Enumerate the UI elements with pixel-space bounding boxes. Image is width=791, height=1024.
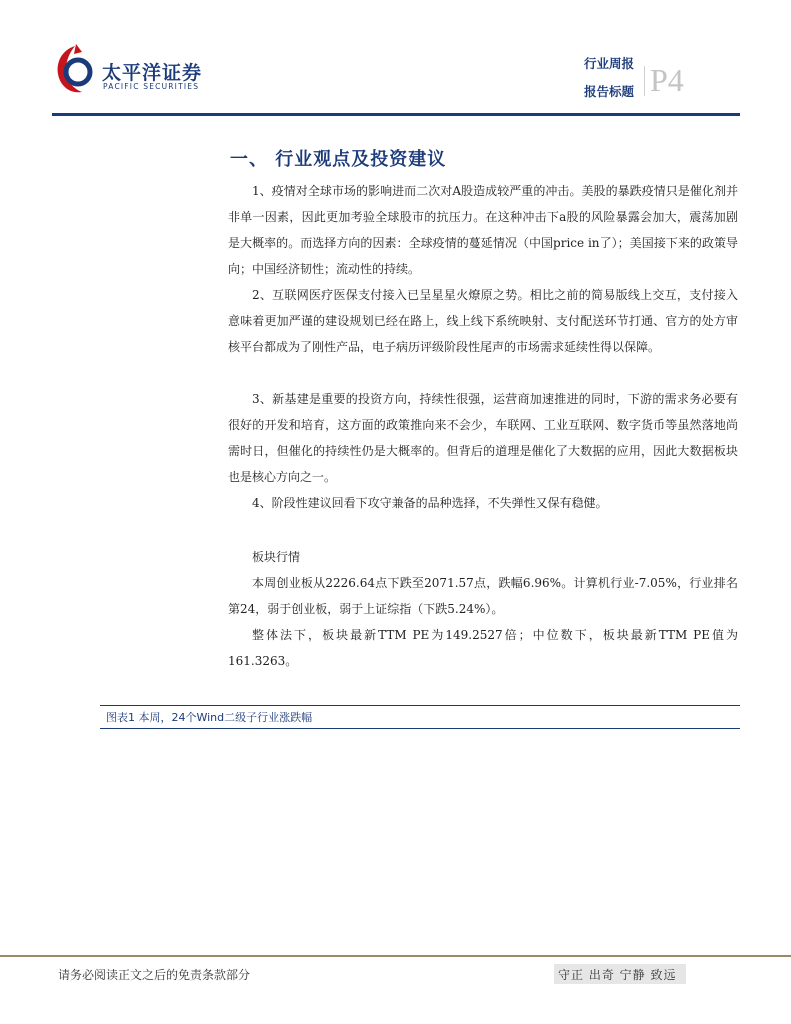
paragraph-text: 本周创业板从2226.64点下跌至2071.57点，跌幅6.96%。计算机行业-7.05%，行业排名第24，弱于创业板，弱于上证综指（下跌5.24%）。 xyxy=(228,576,738,616)
pacific-securities-logo-icon xyxy=(52,42,98,98)
subheading-text: 板块行情 xyxy=(252,550,301,564)
footer-motto xyxy=(554,964,686,984)
page-header xyxy=(0,0,791,120)
figure-caption: 图表1 本周，24个Wind二级子行业涨跌幅 xyxy=(106,711,313,724)
figure-caption-bar xyxy=(100,705,740,729)
header-divider xyxy=(644,66,645,96)
report-title: 报告标题 xyxy=(584,84,635,99)
header-rule xyxy=(52,113,740,116)
paragraph-text: 1、疫情对全球市场的影响进而二次对A股造成较严重的冲击。美股的暴跌疫情只是催化剂并非单一因素，因此更加考验全球股市的抗压力。在这种冲击下a股的风险暴露会加大，震荡加剧是大概率的。而选择方向的因素：全球疫情的蔓延情况（中国price in了）；美国接下来的政策导向；中国经济韧性；流动性的持续。 xyxy=(228,184,738,276)
logo-chinese-name: 太平洋证券 xyxy=(102,62,203,84)
footer-rule xyxy=(0,955,791,957)
section-title: 一、 行业观点及投资建议 xyxy=(230,149,447,170)
paragraph-text: 3、新基建是重要的投资方向，持续性很强，运营商加速推进的同时，下游的需求务必要有很好的开发和培育，这方面的政策推向来不会少，车联网、工业互联网、数字货币等虽然落地尚需时日，但催化的持续性仍是大概率的。但背后的道理是催化了大数据的应用，因此大数据板块也是核心方向之一。 xyxy=(228,392,738,484)
paragraph-text: 4、阶段性建议回看下攻守兼备的品种选择，不失弹性又保有稳健。 xyxy=(252,496,608,510)
paragraph-weekly-performance xyxy=(228,570,738,622)
document-type: 行业周报 xyxy=(584,56,635,71)
paragraph-new-infrastructure xyxy=(228,386,738,490)
paragraph-valuation xyxy=(228,622,738,674)
paragraph-internet-medical xyxy=(228,282,738,360)
logo-english-name: PACIFIC SECURITIES xyxy=(103,82,200,91)
motto-text: 守正 出奇 宁静 致远 xyxy=(558,968,677,982)
paragraph-text: 整体法下，板块最新TTM PE为149.2527倍；中位数下，板块最新TTM PE值为161.3263。 xyxy=(228,628,738,668)
footer-disclaimer: 请务必阅读正文之后的免责条款部分 xyxy=(58,968,251,982)
paragraph-text: 2、互联网医疗医保支付接入已呈星星火燎原之势。相比之前的简易版线上交互，支付接入意味着更加严谨的建设规划已经在路上，线上线下系统映射、支付配送环节打通、官方的处方审核平台都成为了刚性产品，电子病历评级阶段性尾声的市场需求延续性得以保障。 xyxy=(228,288,738,354)
company-logo xyxy=(52,42,252,102)
paragraph-suggestion xyxy=(228,490,738,516)
paragraph-outlook xyxy=(228,178,738,282)
subheading-sector-market xyxy=(228,544,738,570)
page-number: P4 xyxy=(650,62,684,98)
